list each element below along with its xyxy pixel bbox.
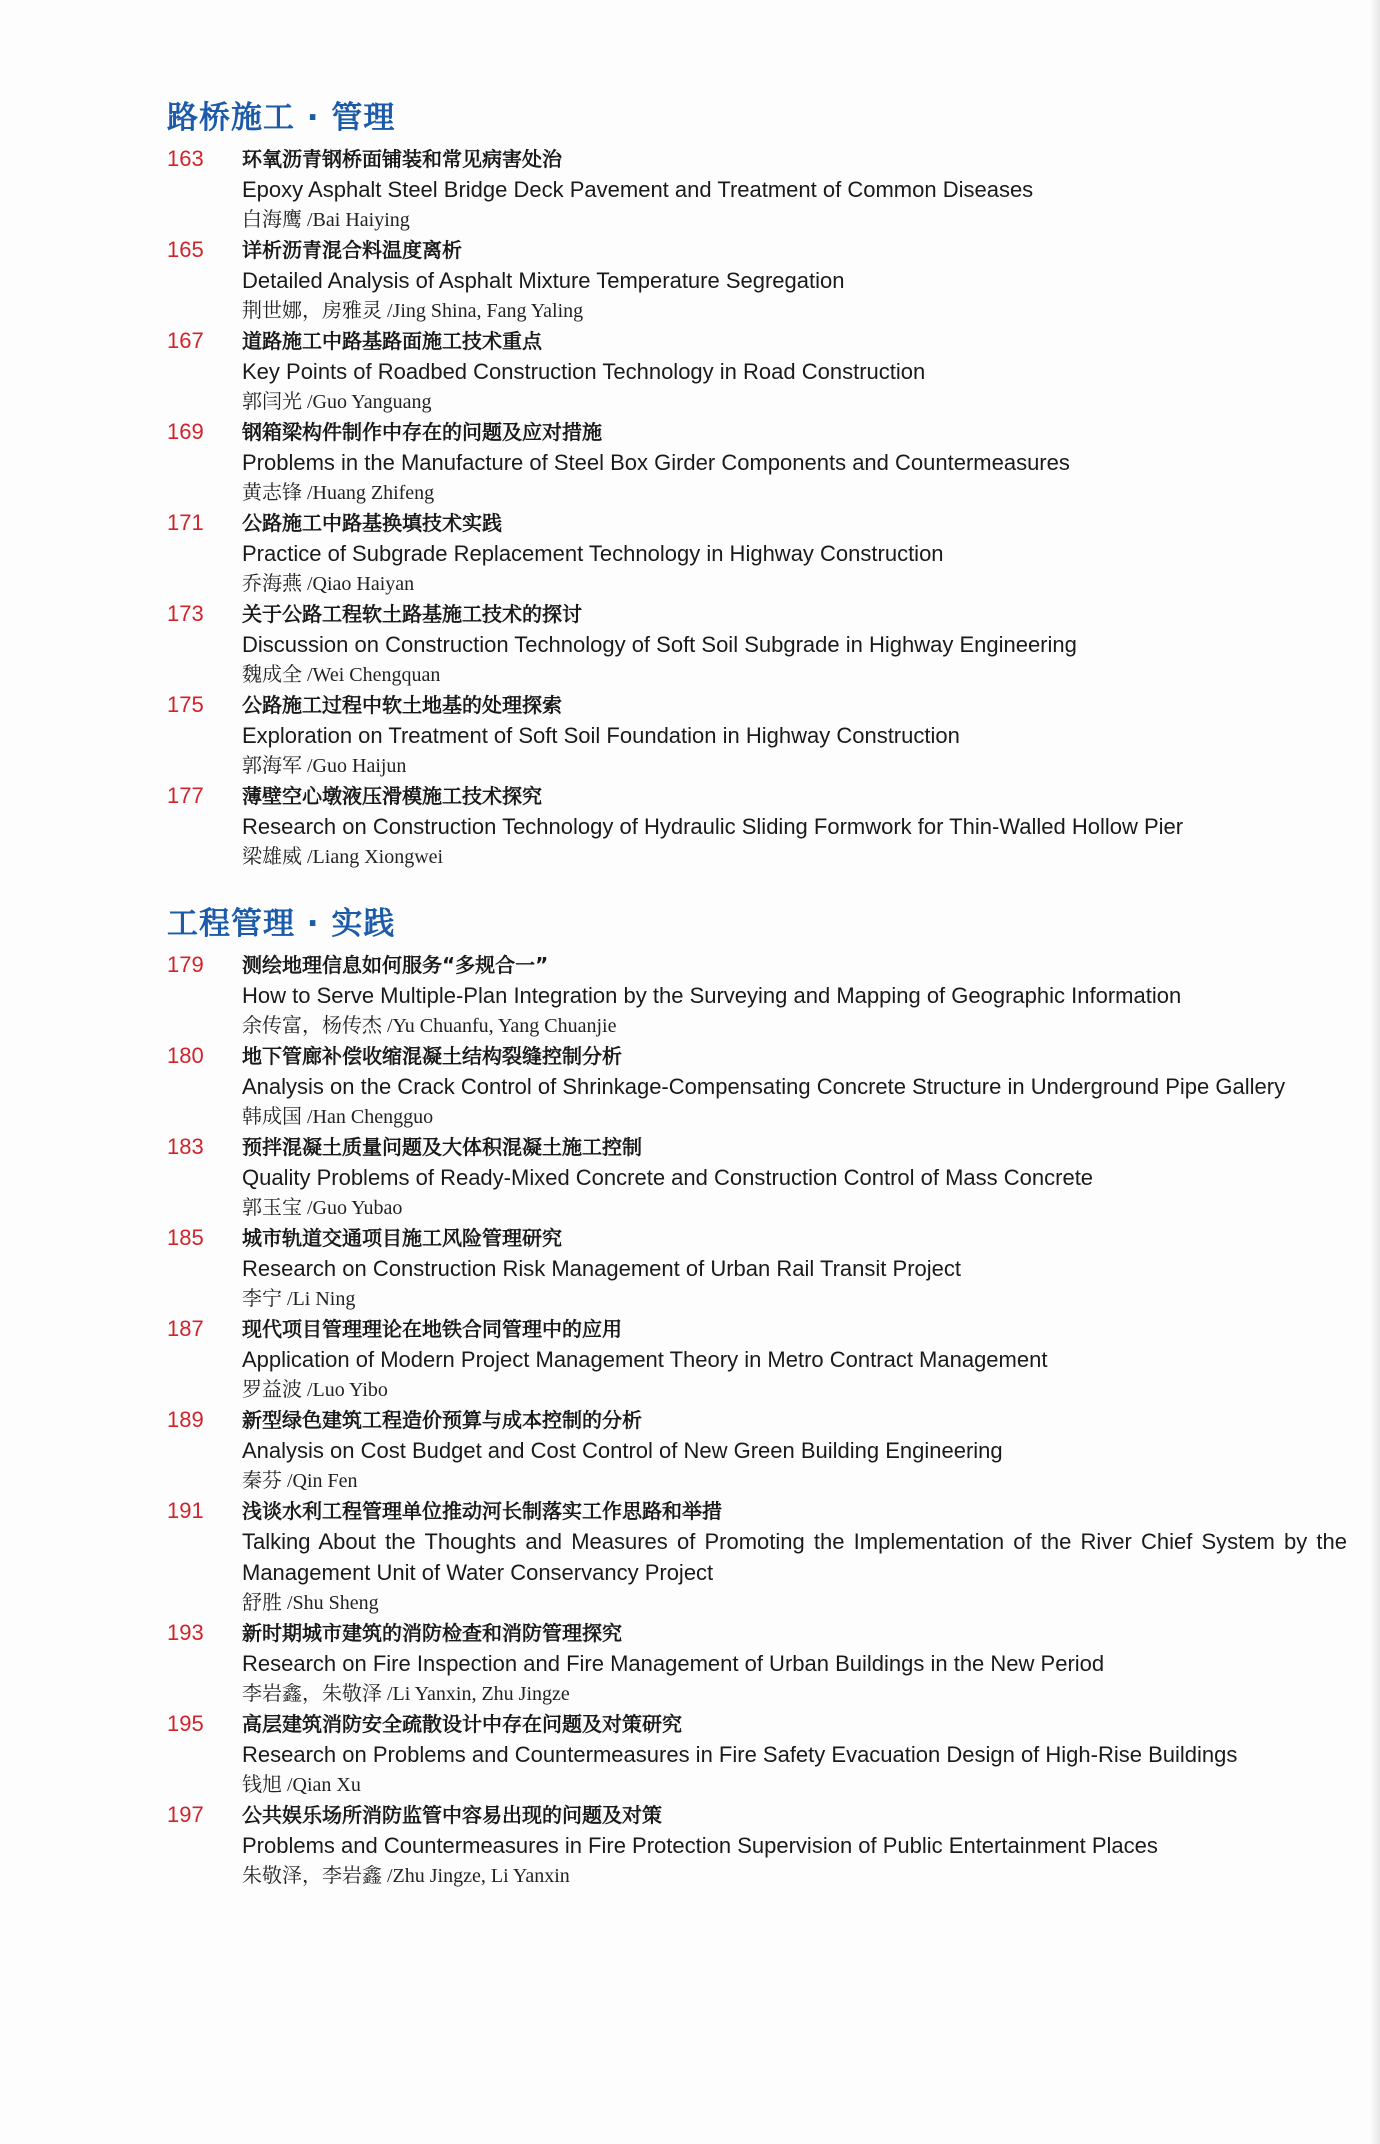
authors: 郭玉宝 /Guo Yubao	[242, 1197, 403, 1219]
page-number: 191	[167, 1498, 204, 1523]
chinese-title: 关于公路工程软土路基施工技术的探讨	[242, 602, 582, 626]
entry-body	[242, 1496, 1347, 1618]
page-number: 171	[167, 510, 204, 535]
toc-entry[interactable]	[167, 950, 1347, 1041]
toc-entry[interactable]	[167, 1405, 1347, 1496]
english-title: Detailed Analysis of Asphalt Mixture Temperature Segregation	[242, 268, 845, 293]
english-title: How to Serve Multiple-Plan Integration by the Surveying and Mapping of Geographic Information	[242, 983, 1182, 1008]
entry-body	[242, 950, 1347, 1041]
authors: 乔海燕 /Qiao Haiyan	[242, 573, 415, 595]
english-title: Discussion on Construction Technology of Soft Soil Subgrade in Highway Engineering	[242, 632, 1077, 657]
page-number: 175	[167, 692, 204, 717]
chinese-title: 薄壁空心墩液压滑模施工技术探究	[242, 784, 542, 808]
chinese-title: 测绘地理信息如何服务“多规合一”	[242, 953, 549, 977]
section-title: 路桥施工 · 管理	[167, 100, 396, 136]
page-number: 169	[167, 419, 204, 444]
toc-entry[interactable]	[167, 1223, 1347, 1314]
entry-body	[242, 144, 1347, 235]
chinese-title: 道路施工中路基路面施工技术重点	[242, 329, 542, 353]
entry-body	[242, 1314, 1347, 1405]
entry-body	[242, 508, 1347, 599]
chinese-title: 详析沥青混合料温度离析	[242, 238, 462, 262]
page-number: 177	[167, 783, 204, 808]
chinese-title: 环氧沥青钢桥面铺装和常见病害处治	[242, 147, 562, 171]
toc-entry[interactable]	[167, 144, 1347, 235]
chinese-title: 钢箱梁构件制作中存在的问题及应对措施	[242, 420, 602, 444]
authors: 黄志锋 /Huang Zhifeng	[242, 482, 435, 504]
page-number: 193	[167, 1620, 204, 1645]
authors: 罗益波 /Luo Yibo	[242, 1379, 388, 1401]
authors: 秦芬 /Qin Fen	[242, 1470, 358, 1492]
english-title: Problems and Countermeasures in Fire Protection Supervision of Public Entertainment Places	[242, 1833, 1158, 1858]
authors: 魏成全 /Wei Chengquan	[242, 664, 441, 686]
toc-entry[interactable]	[167, 417, 1347, 508]
chinese-title: 现代项目管理理论在地铁合同管理中的应用	[242, 1317, 622, 1341]
english-title: Analysis on the Crack Control of Shrinkage-Compensating Concrete Structure in Underground Pipe Gallery	[242, 1074, 1286, 1099]
authors: 李宁 /Li Ning	[242, 1288, 356, 1310]
english-title: Practice of Subgrade Replacement Technology in Highway Construction	[242, 541, 944, 566]
english-title: Analysis on Cost Budget and Cost Control of New Green Building Engineering	[242, 1438, 1003, 1463]
toc-entry[interactable]	[167, 326, 1347, 417]
authors: 舒胜 /Shu Sheng	[242, 1592, 379, 1614]
toc-entry[interactable]	[167, 1132, 1347, 1223]
section-title: 工程管理 · 实践	[167, 906, 396, 942]
chinese-title: 地下管廊补偿收缩混凝土结构裂缝控制分析	[242, 1044, 622, 1068]
toc-entry[interactable]	[167, 781, 1347, 872]
authors: 朱敬泽，李岩鑫 /Zhu Jingze, Li Yanxin	[242, 1865, 570, 1887]
toc-entry[interactable]	[167, 1618, 1347, 1709]
english-title: Key Points of Roadbed Construction Technology in Road Construction	[242, 359, 926, 384]
toc-entry[interactable]	[167, 235, 1347, 326]
entry-body	[242, 1223, 1347, 1314]
page-number: 195	[167, 1711, 204, 1736]
chinese-title: 城市轨道交通项目施工风险管理研究	[242, 1226, 562, 1250]
english-title: Research on Construction Technology of Hydraulic Sliding Formwork for Thin-Walled Hollow Pier	[242, 814, 1184, 839]
entry-body	[242, 235, 1347, 326]
authors: 韩成国 /Han Chengguo	[242, 1106, 434, 1128]
authors: 郭海军 /Guo Haijun	[242, 755, 407, 777]
page-number: 163	[167, 146, 204, 171]
entry-body	[242, 1800, 1347, 1891]
authors: 郭闫光 /Guo Yanguang	[242, 391, 432, 413]
page-number: 167	[167, 328, 204, 353]
entry-body	[242, 690, 1347, 781]
entry-body	[242, 1041, 1347, 1132]
entry-body	[242, 599, 1347, 690]
english-title: Problems in the Manufacture of Steel Box Girder Components and Countermeasures	[242, 450, 1070, 475]
entry-body	[242, 1405, 1347, 1496]
authors: 余传富，杨传杰 /Yu Chuanfu, Yang Chuanjie	[242, 1015, 617, 1037]
chinese-title: 公路施工中路基换填技术实践	[242, 511, 502, 535]
page-number: 189	[167, 1407, 204, 1432]
toc-section	[167, 96, 1347, 872]
entry-body	[242, 417, 1347, 508]
page-number: 179	[167, 952, 204, 977]
entry-body	[242, 1618, 1347, 1709]
english-title: Application of Modern Project Management Theory in Metro Contract Management	[242, 1347, 1048, 1372]
page-number: 165	[167, 237, 204, 262]
chinese-title: 公共娱乐场所消防监管中容易出现的问题及对策	[242, 1803, 662, 1827]
table-of-contents	[167, 96, 1347, 1891]
english-title: Exploration on Treatment of Soft Soil Foundation in Highway Construction	[242, 723, 960, 748]
english-title: Talking About the Thoughts and Measures of Promoting the Implementation of the River Chief System by the Management Unit of Water Conservancy Project	[242, 1529, 1347, 1585]
page-number: 183	[167, 1134, 204, 1159]
entry-body	[242, 1132, 1347, 1223]
english-title: Quality Problems of Ready-Mixed Concrete and Construction Control of Mass Concrete	[242, 1165, 1094, 1190]
chinese-title: 浅谈水利工程管理单位推动河长制落实工作思路和举措	[242, 1499, 722, 1523]
chinese-title: 预拌混凝土质量问题及大体积混凝土施工控制	[242, 1135, 642, 1159]
entry-body	[242, 1709, 1347, 1800]
toc-entry[interactable]	[167, 508, 1347, 599]
toc-entry[interactable]	[167, 1800, 1347, 1891]
authors: 李岩鑫，朱敬泽 /Li Yanxin, Zhu Jingze	[242, 1683, 570, 1705]
authors: 钱旭 /Qian Xu	[242, 1774, 361, 1796]
toc-entry[interactable]	[167, 1709, 1347, 1800]
page-number: 187	[167, 1316, 204, 1341]
toc-entry[interactable]	[167, 1496, 1347, 1618]
authors: 白海鹰 /Bai Haiying	[242, 209, 410, 231]
english-title: Epoxy Asphalt Steel Bridge Deck Pavement and Treatment of Common Diseases	[242, 177, 1034, 202]
toc-entry[interactable]	[167, 599, 1347, 690]
chinese-title: 新型绿色建筑工程造价预算与成本控制的分析	[242, 1408, 642, 1432]
entry-body	[242, 326, 1347, 417]
toc-entry[interactable]	[167, 1041, 1347, 1132]
page-number: 185	[167, 1225, 204, 1250]
toc-entry[interactable]	[167, 690, 1347, 781]
english-title: Research on Construction Risk Management of Urban Rail Transit Project	[242, 1256, 961, 1281]
authors: 荆世娜，房雅灵 /Jing Shina, Fang Yaling	[242, 300, 584, 322]
toc-entry[interactable]	[167, 1314, 1347, 1405]
authors: 梁雄威 /Liang Xiongwei	[242, 846, 444, 868]
chinese-title: 高层建筑消防安全疏散设计中存在问题及对策研究	[242, 1712, 682, 1736]
page-number: 197	[167, 1802, 204, 1827]
entry-body	[242, 781, 1347, 872]
page-edge-shadow	[1370, 0, 1380, 2144]
chinese-title: 公路施工过程中软土地基的处理探索	[242, 693, 562, 717]
page-number: 173	[167, 601, 204, 626]
chinese-title: 新时期城市建筑的消防检查和消防管理探究	[242, 1621, 622, 1645]
page-number: 180	[167, 1043, 204, 1068]
toc-section	[167, 902, 1347, 1891]
english-title: Research on Problems and Countermeasures in Fire Safety Evacuation Design of High-Rise Buildings	[242, 1742, 1238, 1767]
english-title: Research on Fire Inspection and Fire Management of Urban Buildings in the New Period	[242, 1651, 1105, 1676]
